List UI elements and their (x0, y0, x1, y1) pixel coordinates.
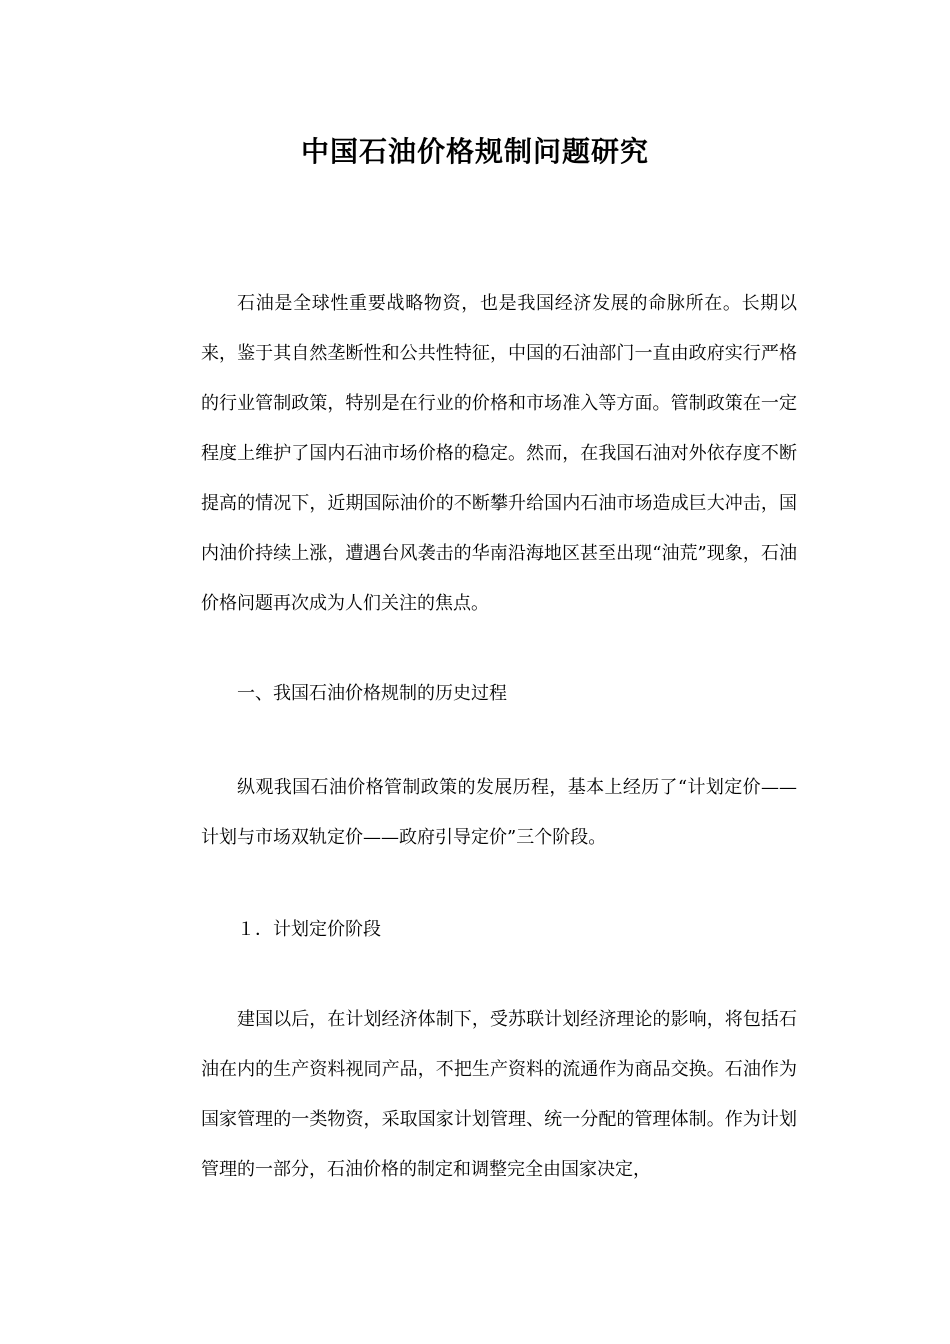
body-paragraph: 纵观我国石油价格管制政策的发展历程，基本上经历了“计划定价——计划与市场双轨定价——政府引导定价”三个阶段。 (201, 777, 797, 848)
subsection-heading: １．计划定价阶段 (237, 919, 381, 940)
intro-paragraph: 石油是全球性重要战略物资，也是我国经济发展的命脉所在。长期以来，鉴于其自然垄断性和公共性特征，中国的石油部门一直由政府实行严格的行业管制政策，特别是在行业的价格和市场准入等方面。管制政策在一定程度上维护了国内石油市场价格的稳定。然而，在我国石油对外依存度不断提高的情况下，近期国际油价的不断攀升给国内石油市场造成巨大冲击，国内油价持续上涨，遭遇台风袭击的华南沿海地区甚至出现“油荒”现象，石油价格问题再次成为人们关注的焦点。 (201, 293, 797, 614)
body-paragraph: 建国以后，在计划经济体制下，受苏联计划经济理论的影响，将包括石油在内的生产资料视同产品，不把生产资料的流通作为商品交换。石油作为国家管理的一类物资，采取国家计划管理、统一分配的管理体制。作为计划管理的一部分，石油价格的制定和调整完全由国家决定， (201, 1009, 797, 1180)
document-title: 中国石油价格规制问题研究 (300, 135, 649, 168)
section-heading: 一、我国石油价格规制的历史过程 (237, 683, 507, 704)
